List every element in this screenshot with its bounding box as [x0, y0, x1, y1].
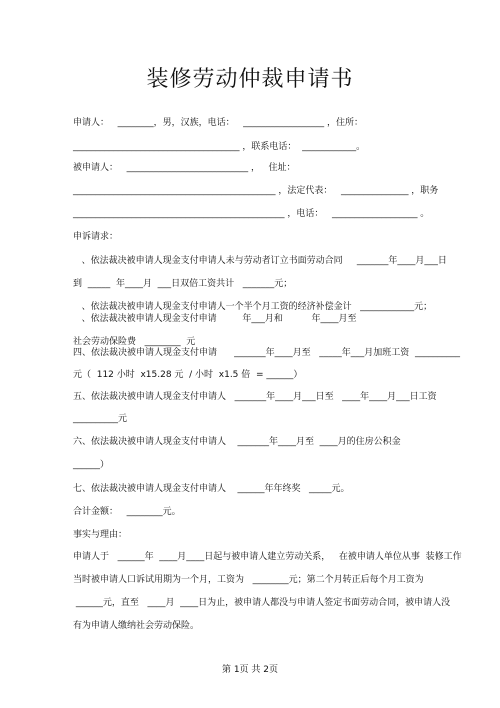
doc-line-claim-3-cont: 社会劳动保险费 ________ 元: [73, 337, 196, 347]
doc-line-claim-5: 五、依法裁决被申请人现金支付申请人 _______年____月___日至 ____年____月___日工资: [73, 392, 437, 402]
doc-line-facts-4: 有为申请人缴纳社会劳动保险。: [73, 621, 200, 631]
doc-line-claims-heading: 申诉请求：: [73, 232, 119, 242]
doc-line-claim-6-cont: ______）: [73, 460, 110, 470]
doc-line-claim-1-cont: 到 _____ 年____月 ___日双倍工资共计 _______元；: [73, 279, 293, 289]
doc-line-total: 合计金额： ________元。: [73, 507, 181, 517]
doc-line-applicant: 申请人： ________，男，汉族，电话： __________________ ，住所：: [73, 118, 364, 128]
doc-line-claim-4: 四、依法裁决被申请人现金支付申请 _______年____月至 _____年___月加班工资 __________: [73, 348, 460, 358]
document-title: 装修劳动仲裁申请书: [146, 67, 354, 92]
doc-line-respondent-address: _____________________________________________ ，法定代表： _______________ ，职务: [73, 186, 439, 196]
doc-line-applicant-address: _____________________________________ ，联系电话： ____________。: [73, 142, 366, 152]
doc-line-facts-1: 申请人于 ______年 ____月____日起与被申请人建立劳动关系， 在被申请人单位从事 装修工作: [73, 552, 462, 562]
doc-line-claim-6: 六、依法裁决被申请人现金支付申请人 _______年____月至 ____月的住房公积金: [73, 437, 401, 447]
doc-line-facts-heading: 事实与理由：: [73, 530, 128, 540]
doc-line-facts-3: ______元，直至 ____月 ____日为止，被申请人都没与申请人签定书面劳动合同，被申请人没: [73, 598, 451, 608]
doc-line-claim-5-cont: __________元: [73, 414, 128, 424]
doc-line-claim-3: 、依法裁决被申请人现金支付申请 年___月和 年____月至: [73, 314, 357, 324]
page-footer: 第 1页 共 2页: [221, 665, 279, 675]
doc-line-facts-2: 当时被申请人口诉试用期为一个月，工资为 ________元；第二个月转正后每个月工资为: [73, 575, 424, 585]
doc-line-claim-7: 七、依法裁决被申请人现金支付申请人 ______年年终奖 _____元。: [73, 484, 350, 494]
doc-line-claim-4-cont: 元（ 112 小时 x15.28 元 / 小时 x1.5 倍 = ______）: [73, 370, 303, 380]
doc-line-claim-1: 、依法裁决被申请人现金支付申请人未与劳动者订立书面劳动合同 _______年____月___日: [73, 256, 447, 266]
doc-line-claim-2: 、依法裁决被申请人现金支付申请人一个半个月工资的经济补偿金计 ____________元；: [73, 302, 433, 312]
doc-line-respondent: 被申请人： ___________________________ ， 住址：: [73, 163, 296, 173]
doc-line-respondent-phone: _______________________________________________ ，电话： ___________________ 。: [73, 209, 430, 219]
